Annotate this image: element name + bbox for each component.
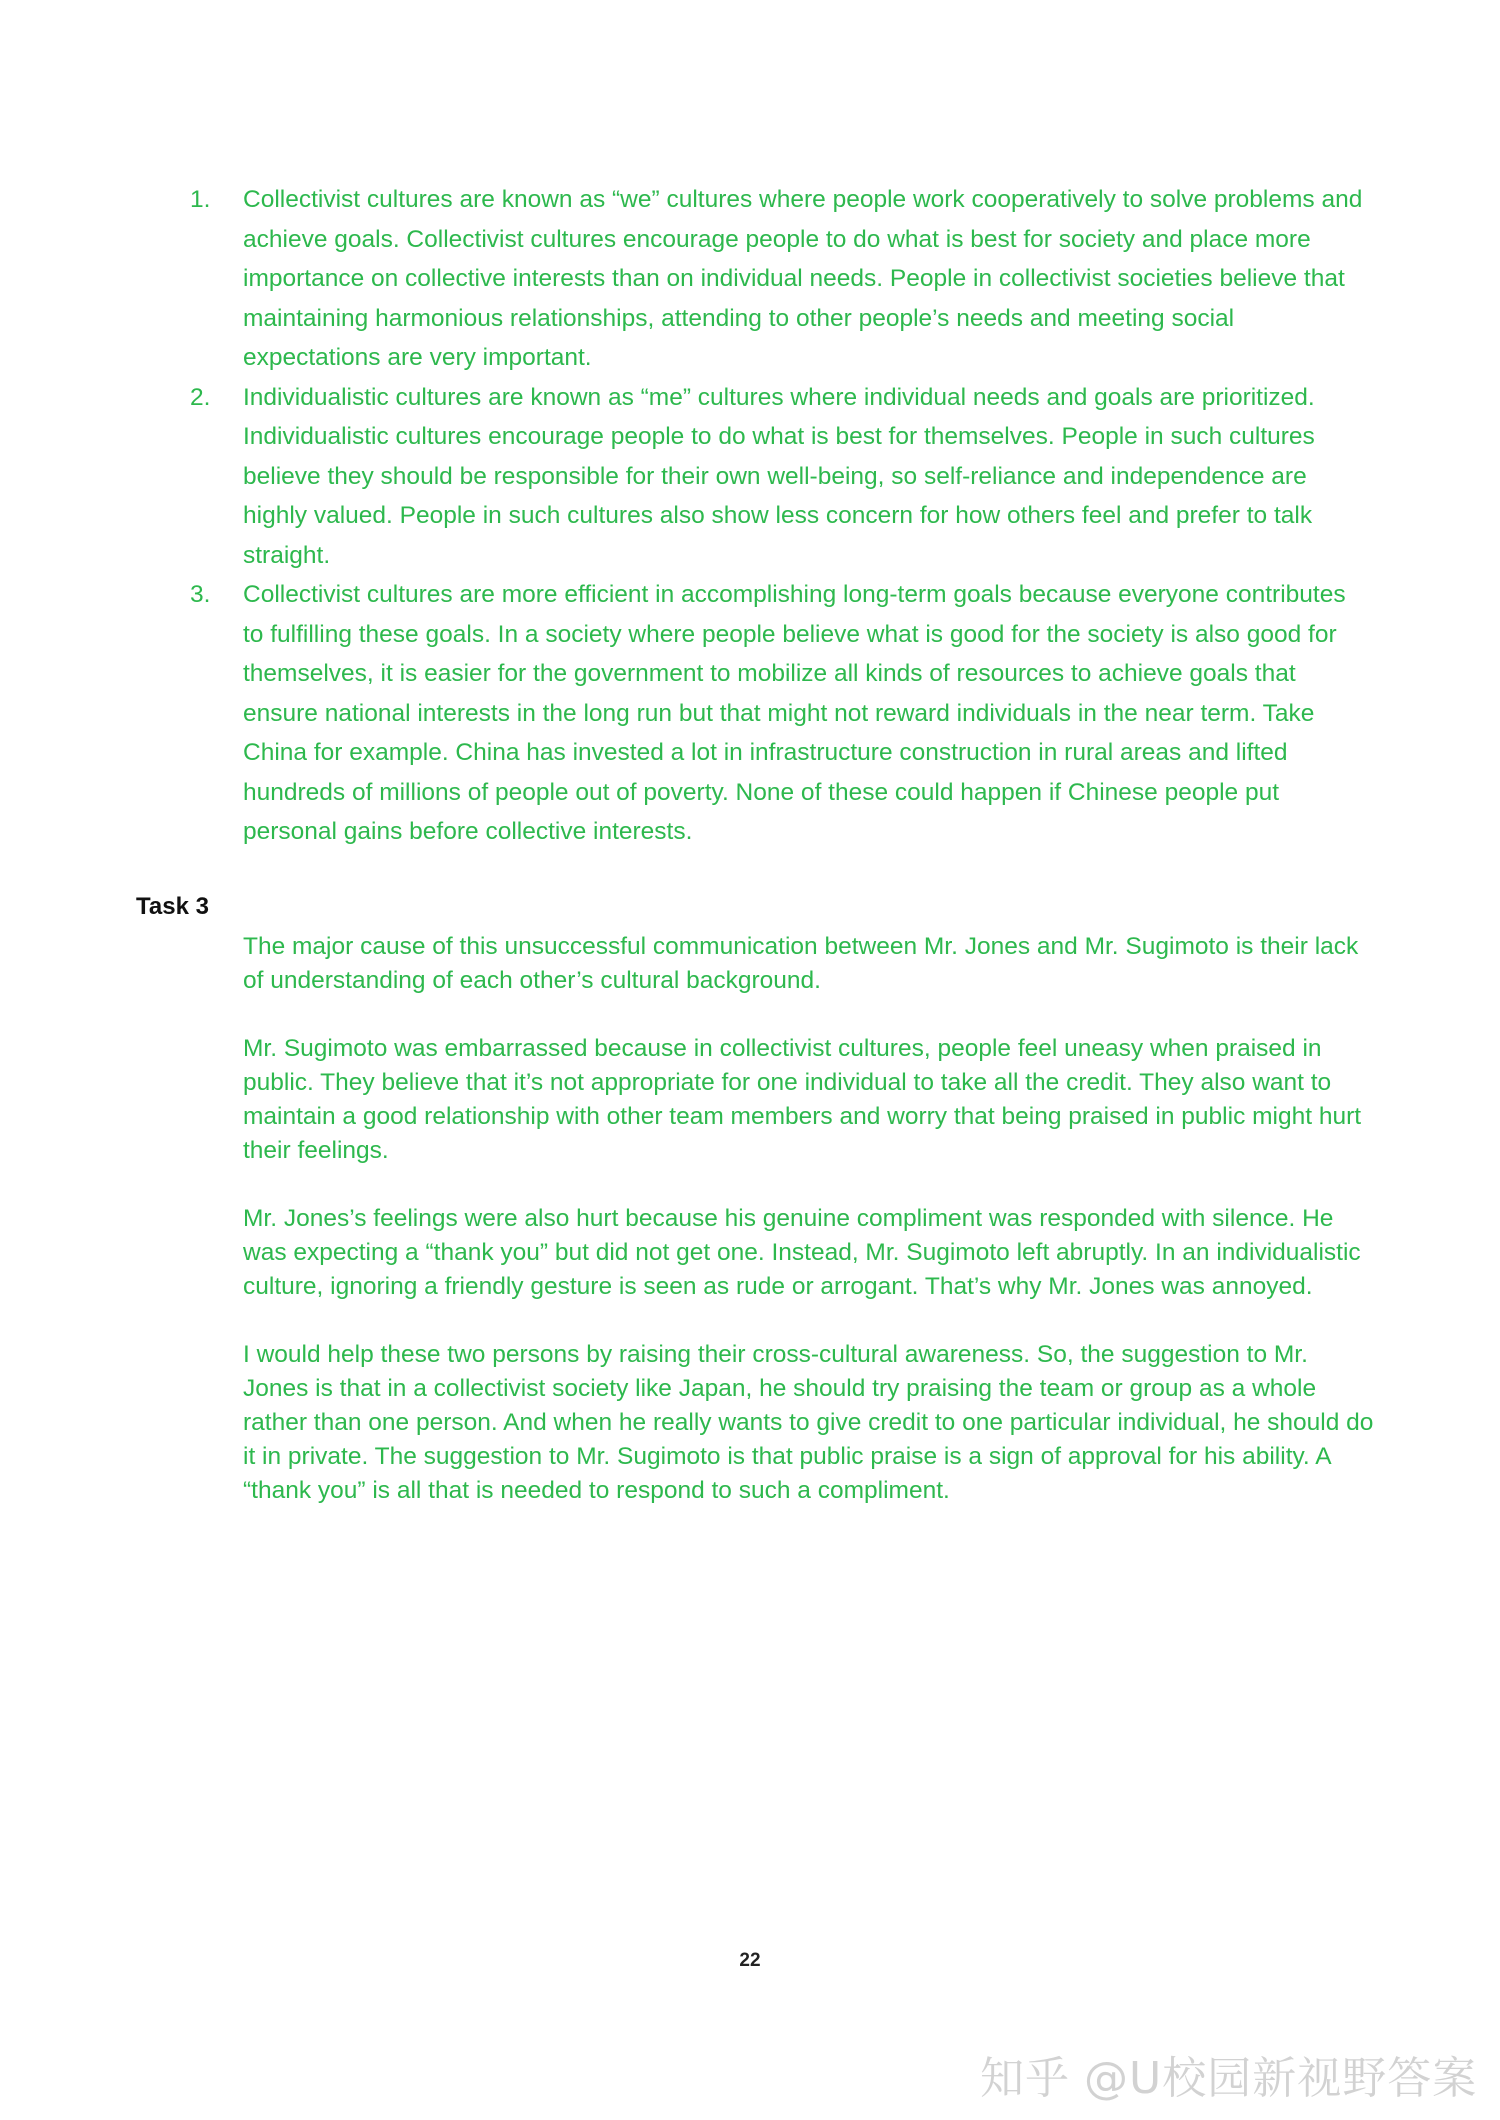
watermark-brand: 知乎 [980,2053,1070,2104]
answer-number: 2. [190,383,211,411]
answer-text: Collectivist cultures are known as “we” cultures where people work cooperatively to solve problems and achieve goals. Collectivist cultures encourage people to do what is best for society and place more importance on collective interests than on individual needs. People in collectivist societies believe that maintaining harmonious relationships, attending to other people’s needs and meeting social expectations are very important. [243,186,1363,371]
task-3-heading: Task 3 [136,893,209,920]
answer-text: Collectivist cultures are more efficient in accomplishing long-term goals because everyone contributes to fulfilling these goals. In a society where people believe what is good for the society is also good for themselves, it is easier for the government to mobilize all kinds of resources to achieve goals that ensure national interests in the long run but that might not reward individuals in the near term. Take China for example. China has invested a lot in infrastructure construction in rural areas and lifted hundreds of millions of people out of poverty. None of these could happen if Chinese people put personal gains before collective interests. [243,581,1346,845]
answer-item-2 [190,378,1370,576]
watermark [980,2042,1477,2106]
page-number: 22 [739,1950,761,1971]
answer-number: 1. [190,186,211,213]
task-3-paragraph: I would help these two persons by raising their cross-cultural awareness. So, the suggestion to Mr. Jones is that in a collectivist society like Japan, he should try praising the team or group as a whole rather than one person. And when he really wants to give credit to one particular individual, he should do it in private. The suggestion to Mr. Sugimoto is that public praise is a sign of approval for his ability. A “thank you” is all that is needed to respond to such a compliment. [243,1341,1374,1504]
answer-list [190,180,1370,852]
answer-number: 3. [190,581,211,608]
task-3-paragraph: Mr. Jones’s feelings were also hurt because his genuine compliment was responded with silence. He was expecting a “thank you” but did not get one. Instead, Mr. Sugimoto left abruptly. In an individualistic culture, ignoring a friendly gesture is seen as rude or arrogant. That’s why Mr. Jones was annoyed. [243,1205,1361,1300]
answer-item-1 [190,180,1370,378]
task-3-body [243,930,1378,1542]
task-3-paragraph: The major cause of this unsuccessful communication between Mr. Jones and Mr. Sugimoto is their lack of understanding of each other’s cultural background. [243,933,1359,994]
watermark-handle: @U校园新视野答案 [1084,2053,1478,2104]
answer-item-3 [190,575,1370,852]
answer-text: Individualistic cultures are known as “me” cultures where individual needs and goals are prioritized. Individualistic cultures encourage people to do what is best for themselves. People in such cultures believe they should be responsible for their own well-being, so self-reliance and independence are highly valued. People in such cultures also show less concern for how others feel and prefer to talk straight. [243,383,1315,569]
task-3-paragraph: Mr. Sugimoto was embarrassed because in collectivist cultures, people feel uneasy when praised in public. They believe that it’s not appropriate for one individual to take all the credit. They also want to maintain a good relationship with other team members and worry that being praised in public might hurt their feelings. [243,1035,1362,1164]
